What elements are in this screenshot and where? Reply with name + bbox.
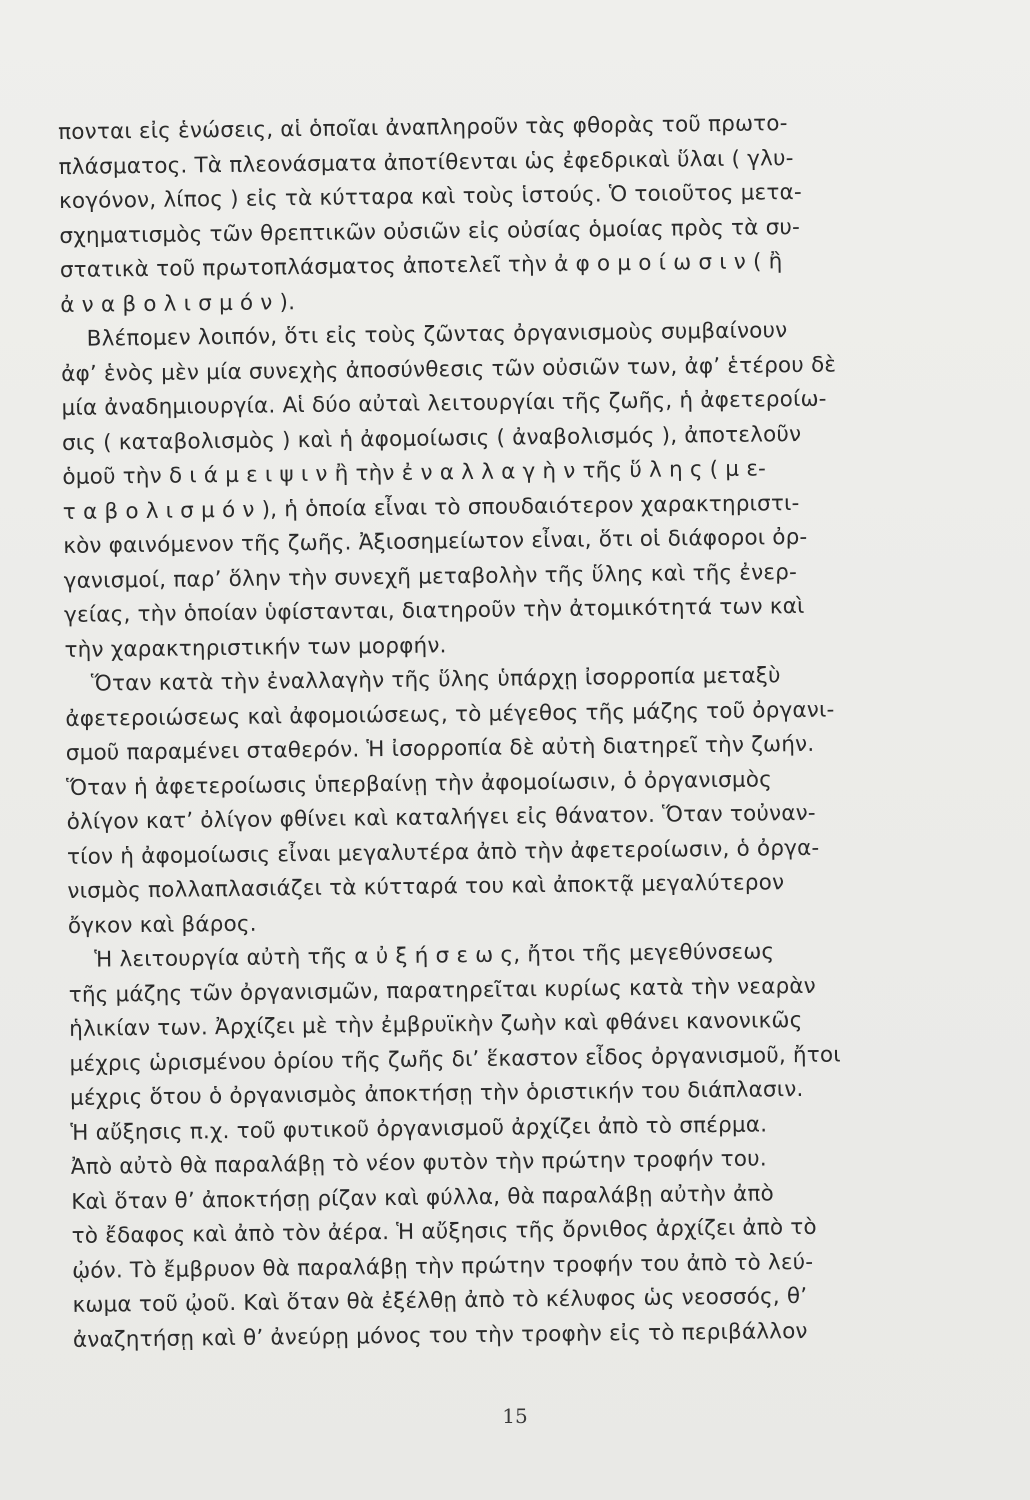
text-line: τίον ἡ ἀφομοίωσις εἶναι μεγαλυτέρα ἀπὸ τὴν ἀφετεροίωσιν, ὁ ὀργα-: [66, 835, 820, 870]
text-line: κωμα τοῦ ᾠοῦ. Καὶ ὅταν θὰ ἐξέλθῃ ἀπὸ τὸ κέλυφος ὡς νεοσσός, θ’: [72, 1283, 808, 1318]
text-line: νισμὸς πολλαπλασιάζει τὰ κύτταρά του καὶ ἀποκτᾷ μεγαλύτερον: [67, 870, 785, 904]
text-line: Ἡ αὔξησις π.χ. τοῦ φυτικοῦ ὀργανισμοῦ ἀρχίζει ἀπὸ τὸ σπέρμα.: [70, 1111, 768, 1146]
text-line: Ὅταν ἡ ἀφετεροίωσις ὑπερβαίνῃ τὴν ἀφομοίωσιν, ὁ ὀργανισμὸς: [66, 766, 773, 801]
text-line: ἀφ’ ἑνὸς μὲν μία συνεχὴς ἀποσύνθεσις τῶν οὐσιῶν των, ἀφ’ ἑτέρου δὲ: [60, 352, 837, 387]
text-line: μέχρις ὡρισμένου ὁρίου τῆς ζωῆς δι’ ἕκαστον εἶδος ὀργανισμοῦ, ἤτοι: [69, 1042, 841, 1077]
text-line: πονται εἰς ἑνώσεις, αἱ ὁποῖαι ἀναπληροῦν τὰς φθορὰς τοῦ πρωτο-: [58, 111, 788, 145]
text-line: σμοῦ παραμένει σταθερόν. Ἡ ἰσορροπία δὲ αὐτὴ διατηρεῖ τὴν ζωήν.: [65, 731, 815, 766]
text-line: Ἡ λειτουργία αὐτὴ τῆς α ὐ ξ ή σ ε ω ς, ἤτοι τῆς μεγεθύνσεως: [94, 939, 775, 973]
text-line: τὸ ἔδαφος καὶ ἀπὸ τὸν ἀέρα. Ἡ αὔξησις τῆς ὄρνιθος ἀρχίζει ἀπὸ τὸ: [71, 1214, 817, 1249]
text-line: Ὅταν κατὰ τὴν ἐναλλαγὴν τῆς ὕλης ὑπάρχῃ ἰσορροπία μεταξὺ: [90, 663, 781, 697]
text-line: σχηματισμὸς τῶν θρεπτικῶν οὐσιῶν εἰς οὐσίας ὁμοίας πρὸς τὰ συ-: [59, 214, 801, 249]
body-text: [58, 105, 958, 1358]
text-line: ὀλίγον κατ’ ὀλίγον φθίνει καὶ καταλήγει εἰς θάνατον. Ὅταν τοὐναν-: [66, 800, 816, 835]
text-line: τὴν χαρακτηριστικήν των μορφήν.: [64, 632, 447, 663]
text-line: ἀναζητήσῃ καὶ θ’ ἀνεύρῃ μόνος του τὴν τροφὴν εἰς τὸ περιβάλλον: [72, 1318, 808, 1353]
page-number: 15: [502, 1404, 528, 1428]
text-line: γείας, τὴν ὁποίαν ὑφίστανται, διατηροῦν τὴν ἀτομικότητά των καὶ: [63, 593, 805, 628]
text-line: Ἀπὸ αὐτὸ θὰ παραλάβῃ τὸ νέον φυτὸν τὴν πρώτην τροφήν του.: [70, 1146, 768, 1180]
text-line: μέχρις ὅτου ὁ ὀργανισμὸς ἀποκτήσῃ τὴν ὁριστικήν του διάπλασιν.: [69, 1076, 804, 1111]
text-line: Καὶ ὅταν θ’ ἀποκτήσῃ ρίζαν καὶ φύλλα, θὰ παραλάβῃ αὐτὴν ἀπὸ: [71, 1180, 775, 1215]
text-line: τῆς μάζης τῶν ὀργανισμῶν, παρατηρεῖται κυρίως κατὰ τὴν νεαρὰν: [68, 973, 817, 1008]
text-line: ὄγκον καὶ βάρος.: [67, 911, 257, 939]
text-line: ἡλικίαν των. Ἀρχίζει μὲ τὴν ἐμβρυϊκὴν ζωὴν καὶ φθάνει κανονικῶς: [69, 1007, 803, 1042]
text-line: γανισμοί, παρ’ ὅλην τὴν συνεχῆ μεταβολὴν τῆς ὕλης καὶ τῆς ἐνερ-: [63, 559, 798, 594]
text-line: πλάσματος. Τὰ πλεονάσματα ἀποτίθενται ὡς ἐφεδρικαὶ ὕλαι ( γλυ-: [58, 145, 794, 180]
text-line: στατικὰ τοῦ πρωτοπλάσματος ἀποτελεῖ τὴν ἀ φ ο μ ο ί ω σ ι ν ( ἢ: [59, 249, 783, 283]
text-line: ᾠόν. Τὸ ἔμβρυον θὰ παραλάβῃ τὴν πρώτην τροφήν του ἀπὸ τὸ λεύ-: [71, 1249, 814, 1284]
text-line: ἀ ν α β ο λ ι σ μ ό ν ).: [60, 289, 296, 318]
text-line: ἀφετεροιώσεως καὶ ἀφομοιώσεως, τὸ μέγεθος τῆς μάζης τοῦ ὀργανι-: [65, 697, 835, 732]
text-line: κογόνον, λίπος ) εἰς τὰ κύτταρα καὶ τοὺς ἱστούς. Ὁ τοιοῦτος μετα-: [58, 179, 803, 214]
text-line: τ α β ο λ ι σ μ ό ν ), ἡ ὁποία εἶναι τὸ σπουδαιότερον χαρακτηριστι-: [62, 490, 800, 525]
text-line: σις ( καταβολισμὸς ) καὶ ἡ ἀφομοίωσις ( ἀναβολισμός ), ἀποτελοῦν: [61, 421, 802, 456]
text-line: Βλέπομεν λοιπόν, ὅτι εἰς τοὺς ζῶντας ὀργανισμοὺς συμβαίνουν: [86, 318, 788, 352]
text-line: ὁμοῦ τὴν δ ι ά μ ε ι ψ ι ν ἢ τὴν ἐ ν α λ λ α γ ὴ ν τῆς ὕ λ η ς ( μ ε-: [62, 456, 767, 490]
text-line: μία ἀναδημιουργία. Αἱ δύο αὐταὶ λειτουργίαι τῆς ζωῆς, ἡ ἀφετεροίω-: [61, 386, 827, 421]
text-line: κὸν φαινόμενον τῆς ζωῆς. Ἀξιοσημείωτον εἶναι, ὅτι οἱ διάφοροι ὀρ-: [63, 524, 808, 559]
